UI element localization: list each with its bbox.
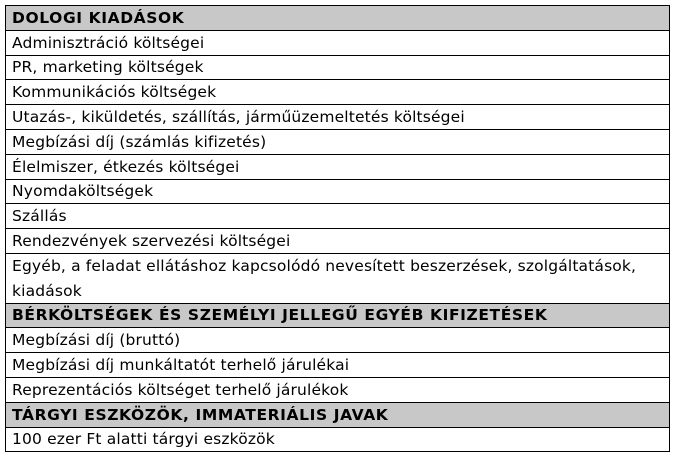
table-row: Adminisztráció költségei [6, 31, 669, 56]
expense-category-table [5, 5, 670, 452]
table-row: PR, marketing költségek [6, 56, 669, 81]
table-row: Rendezvények szervezési költségei [6, 229, 669, 254]
table-row: Megbízási díj (számlás kifizetés) [6, 130, 669, 155]
table-row: Egyéb, a feladat ellátáshoz kapcsolódó nevesített beszerzések, szolgáltatások, kiadások [6, 254, 669, 304]
table-row: Reprezentációs költséget terhelő járulékok [6, 378, 669, 403]
table-row: Szállás [6, 204, 669, 229]
table-row: Megbízási díj (bruttó) [6, 328, 669, 353]
table-row: Megbízási díj munkáltatót terhelő járulékai [6, 353, 669, 378]
table-row: Élelmiszer, étkezés költségei [6, 155, 669, 180]
table-row: 100 ezer Ft alatti tárgyi eszközök [6, 428, 669, 453]
table-row: Nyomdaköltségek [6, 180, 669, 205]
section-header-dologi-kiadasok: DOLOGI KIADÁSOK [6, 6, 669, 31]
table-row: Kommunikációs költségek [6, 80, 669, 105]
table-row: Utazás-, kiküldetés, szállítás, járműüzemeltetés költségei [6, 105, 669, 130]
section-header-berkoltsegek: BÉRKÖLTSÉGEK ÉS SZEMÉLYI JELLEGŰ EGYÉB KIFIZETÉSEK [6, 304, 669, 329]
section-header-targyi-eszkozok: TÁRGYI ESZKÖZÖK, IMMATERIÁLIS JAVAK [6, 403, 669, 428]
